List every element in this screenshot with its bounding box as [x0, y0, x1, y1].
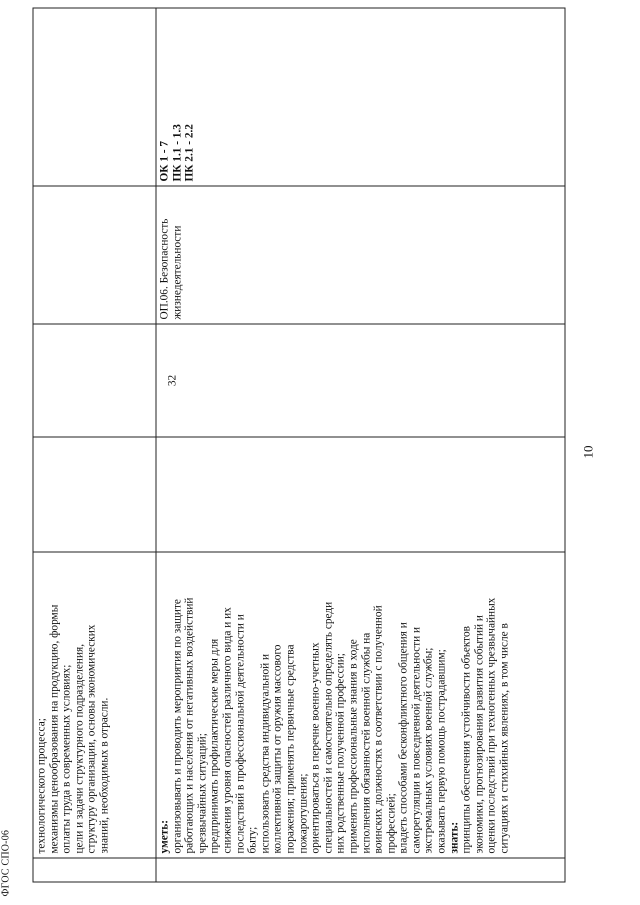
skill-line: предпринимать профилактические меры для	[208, 638, 221, 854]
skill-line: ориентироваться в перечне военно-учетных	[309, 642, 322, 854]
skill-line: пожаротушения;	[296, 773, 309, 854]
competency-code: ОК 1 - 7	[158, 140, 170, 182]
skill-line: экстремальных условиях военной службы;	[422, 647, 435, 854]
skill-line: саморегуляции в повседневной деятельности и	[409, 626, 422, 854]
table-cell-discipline	[33, 186, 156, 324]
table-row	[156, 8, 565, 882]
requirement-line: механизмы ценообразования на продукцию, формы	[47, 604, 60, 854]
table-cell-empty	[33, 437, 156, 552]
table-cell-hours: 32	[156, 324, 565, 437]
document-footer: ФГОС СПО-06	[0, 829, 11, 897]
table-row	[33, 8, 156, 882]
table-cell-competencies	[156, 8, 565, 186]
table-cell-requirements	[33, 552, 156, 858]
skill-line: исполнения обязанностей военной службы на	[359, 632, 372, 854]
table-cell-index	[33, 858, 156, 882]
knowledge-line: ситуациях и стихийных явлениях, в том числе в	[498, 623, 511, 854]
knowledge-heading: знать:	[447, 821, 460, 854]
table-cell-discipline: ОП.06. Безопасность жизнедеятельности	[156, 186, 565, 324]
skill-line: чрезвычайных ситуаций;	[195, 733, 208, 854]
skill-line: использовать средства индивидуальной и	[258, 653, 271, 854]
skill-line: специальностей и самостоятельно определять среди	[321, 601, 334, 854]
skills-heading: уметь:	[158, 820, 170, 854]
table-cell-index	[156, 858, 565, 882]
page-number: 10	[580, 445, 595, 459]
standard-table	[32, 8, 565, 883]
skill-line: применять профессиональные знания в ходе	[346, 639, 359, 854]
skill-line: них родственные полученной профессии;	[334, 653, 347, 854]
knowledge-line: экономики, прогнозирования развития событий и	[472, 615, 485, 854]
skill-line: воинских должностях в соответствии с полученной	[372, 605, 385, 854]
requirement-line: технологического процесса;	[35, 718, 47, 854]
table-cell-hours	[33, 324, 156, 437]
skill-line: быту;	[246, 826, 259, 854]
skill-line: оказывать первую помощь пострадавшим;	[435, 649, 448, 854]
requirement-line: цели и задачи структурного подразделения,	[72, 643, 85, 854]
requirement-line: знаний, необходимых в отрасли.	[97, 697, 110, 854]
requirement-line: структуру организации, основы экономических	[85, 624, 98, 854]
skill-line: владеть способами бесконфликтного общения и	[397, 622, 410, 854]
skill-line: работающих и населения от негативных воздействий	[183, 597, 196, 854]
requirement-line: оплаты труда в современных условиях;	[60, 664, 73, 854]
skill-line: организовывать и проводить мероприятия по защите	[170, 599, 183, 854]
skill-line: последствий в профессиональной деятельности и	[233, 614, 246, 854]
knowledge-line: принципы обеспечения устойчивости объектов	[460, 626, 473, 854]
skill-line: поражения; применять первичные средства	[283, 644, 296, 854]
knowledge-line: оценки последствий при техногенных чрезвычайных	[485, 597, 498, 854]
table-cell-competencies	[33, 8, 156, 186]
competency-code: ПК 1.1 - 1.3	[170, 124, 183, 182]
table-cell-empty	[156, 437, 565, 552]
skill-line: профессией;	[384, 793, 397, 854]
skill-line: коллективной защиты от оружия массового	[271, 644, 284, 854]
competency-code: ПК 2.1 - 2.2	[183, 124, 196, 182]
skill-line: снижения уровня опасностей различного вида и их	[220, 607, 233, 854]
table-cell-requirements	[156, 552, 565, 858]
